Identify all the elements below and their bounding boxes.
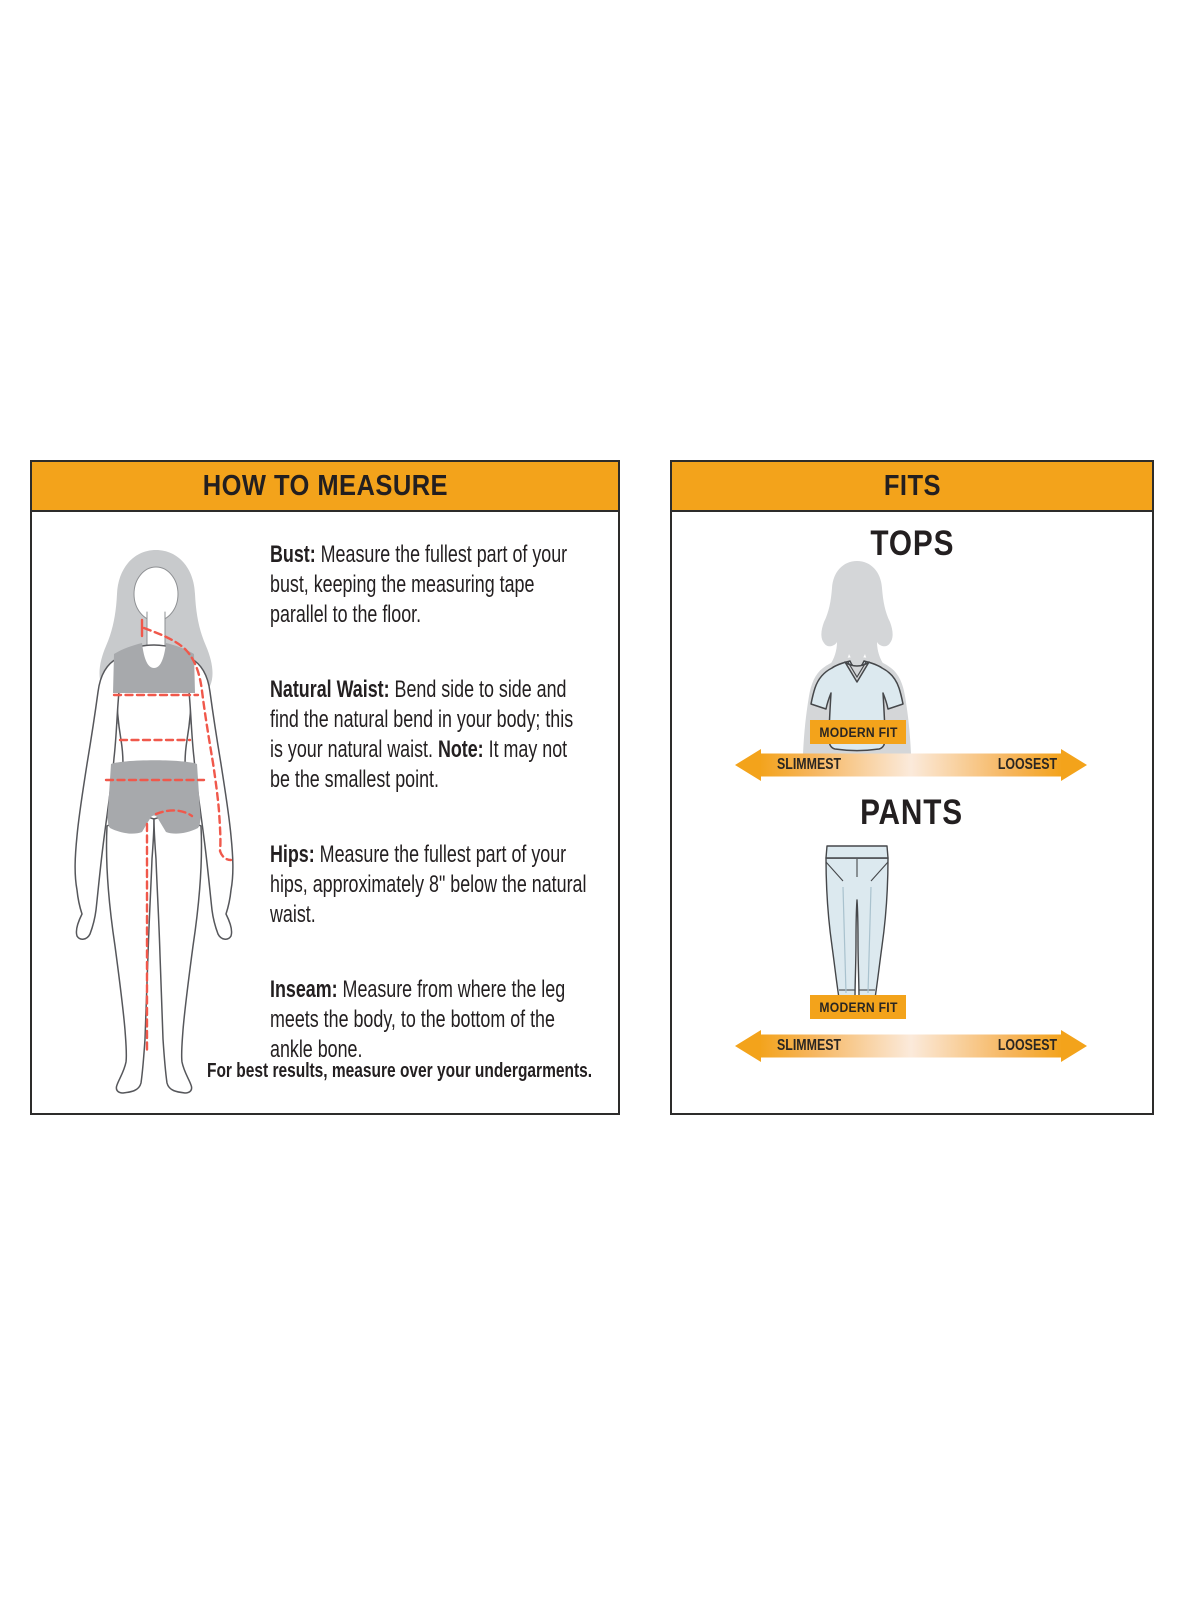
measure-term-inseam: Inseam: [270,976,338,1003]
how-to-measure-title: HOW TO MEASURE [202,469,448,502]
how-to-measure-panel [30,460,620,1115]
pants-fit-scale [735,1030,1087,1062]
tops-figure-head [821,561,892,666]
pants-fit-badge: MODERN FIT [810,995,906,1019]
measure-term-hips: Hips: [270,841,315,868]
arrow-right-head [1061,1030,1087,1062]
pants-waistband [826,846,888,858]
measure-text-natural-waist: Bend side to side and find the natural bend in your body; this is your natural waist. [270,676,574,763]
measure-note-text: It may not be the smallest point. [270,736,568,793]
pants-heading: PANTS [860,793,964,832]
measure-text-bust: Measure the fullest part of your bust, keeping the measuring tape parallel to the floor. [270,541,568,628]
measure-footnote: For best results, measure over your undergarments. [207,1060,593,1082]
measure-term-natural-waist: Natural Waist: [270,676,390,703]
measurement-figure-illustration [54,548,259,1095]
tops-heading: TOPS [870,524,954,563]
figure-right-leg [154,817,202,1093]
measure-text-inseam: Measure from where the leg meets the body, to the bottom of the ankle bone. [270,976,566,1063]
pants-body-shape [826,858,888,998]
pants-scale-slimmest-label: SLIMMEST [777,1037,842,1054]
arrow-left-head [735,1030,761,1062]
fits-title: FITS [883,469,941,502]
measure-note-label: Note: [437,736,484,763]
measure-text-hips: Measure the fullest part of your hips, approximately 8" below the natural waist. [270,841,587,928]
arrow-left-head [735,749,761,781]
tops-scale-slimmest-label: SLIMMEST [777,756,842,773]
tops-scale-loosest-label: LOOSEST [997,756,1057,773]
measure-section-bust [270,540,590,630]
measure-term-bust: Bust: [270,541,316,568]
arrow-right-head [1061,749,1087,781]
fits-header [672,462,1152,512]
pants-scale-loosest-label: LOOSEST [997,1037,1057,1054]
measure-section-inseam [270,975,590,1065]
measure-section-hips [270,840,590,930]
fits-panel [670,460,1154,1115]
tops-fit-badge: MODERN FIT [810,720,906,744]
measure-section-natural-waist [270,675,590,795]
how-to-measure-header [32,462,618,512]
tops-fit-scale [735,749,1087,781]
pants-illustration [812,843,902,1019]
